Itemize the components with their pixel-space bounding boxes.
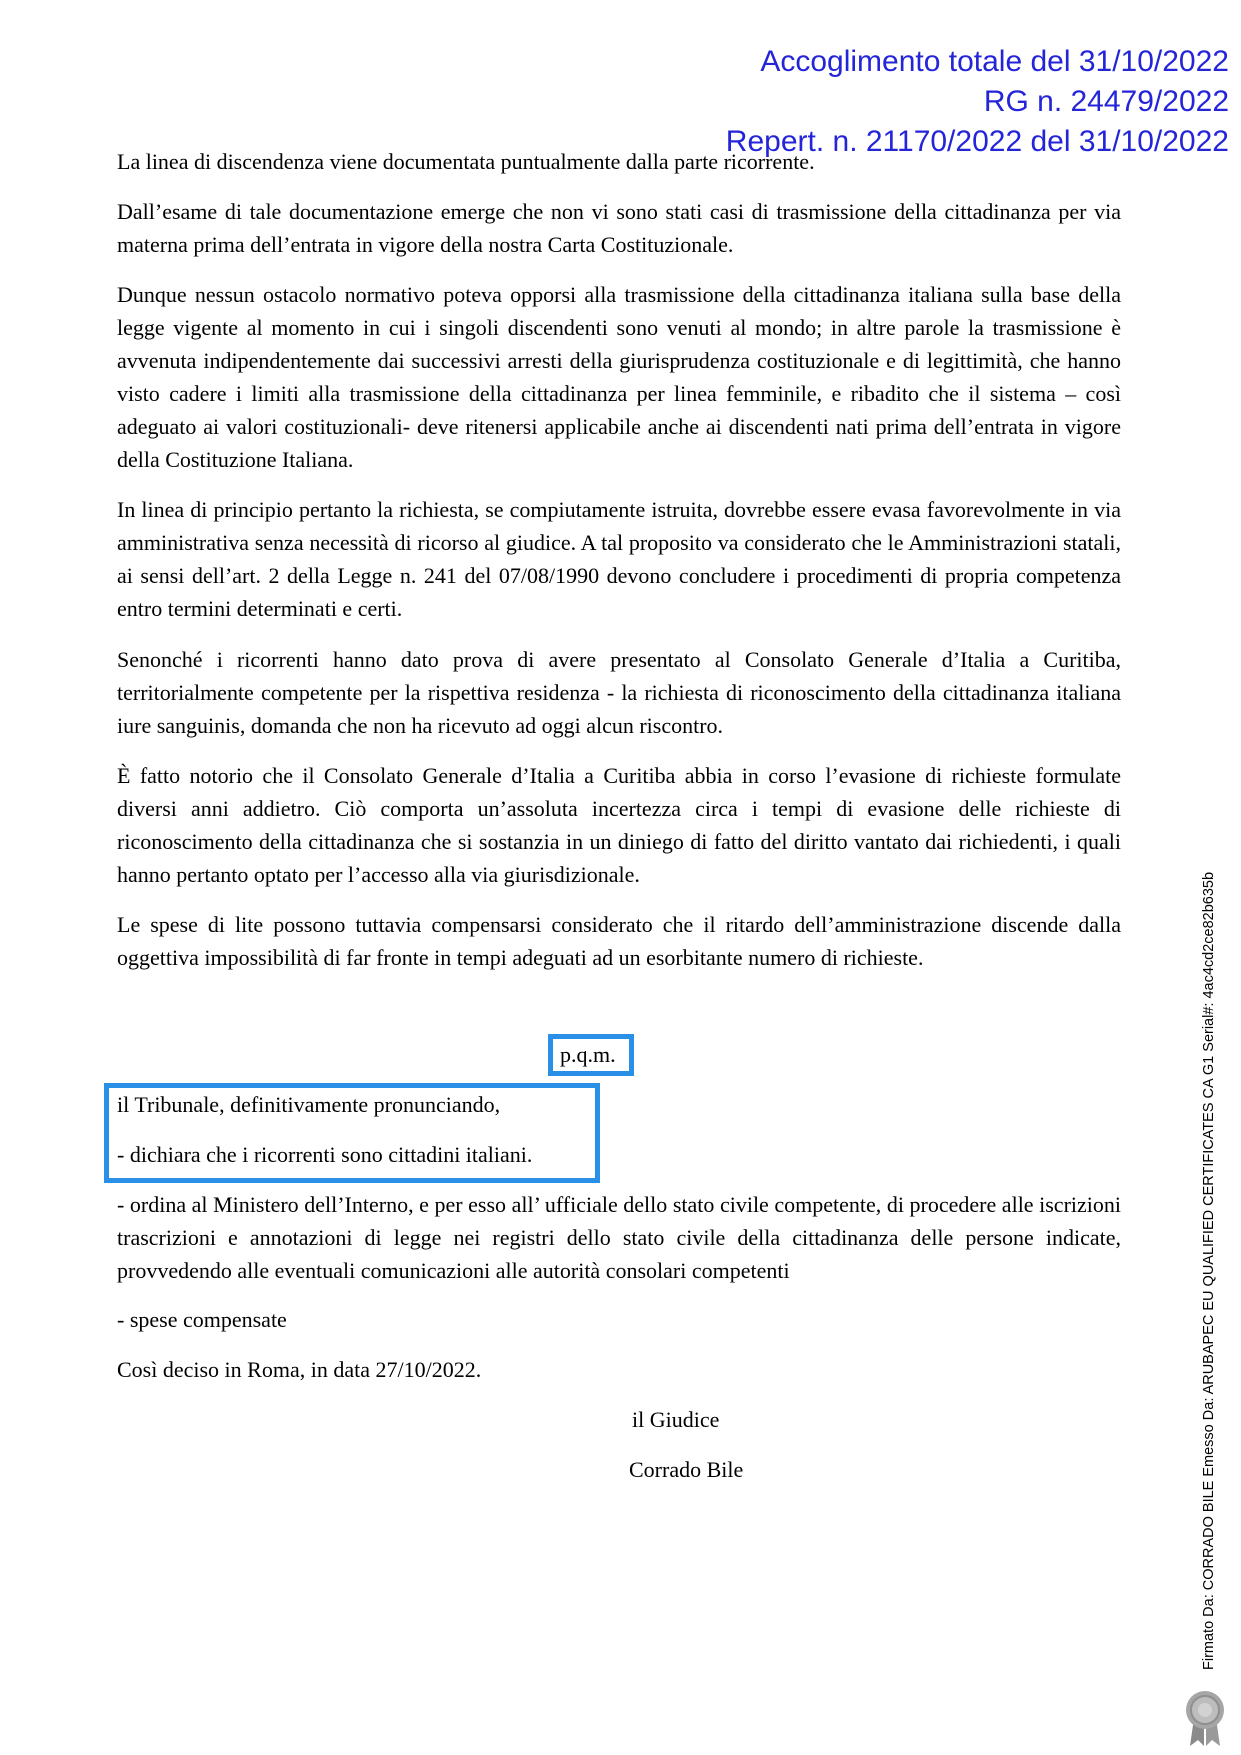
decision-citizens: - dichiara che i ricorrenti sono cittadini italiani. <box>117 1142 533 1167</box>
paragraph-consulate-request: Senonché i ricorrenti hanno dato prova di avere presentato al Consolato Generale d’Italia a Curitiba, territorialmente competente per la rispettiva residenza - la richiesta di riconoscimento della cittadinanza italiana iure sanguinis, domanda che non ha ricevuto ad oggi alcun riscontro. <box>117 647 1121 738</box>
paragraph-principle: In linea di principio pertanto la richiesta, se compiutamente istruita, dovrebbe essere evasa favorevolmente in via amministrativa senza necessità di ricorso al giudice. A tal proposito va considerato che le Amministrazioni statali, ai sensi dell’art. 2 della Legge n. 241 del 07/08/1990 devono concludere i procedimenti di propria competenza entro termini determinati e certi. <box>117 497 1121 621</box>
judge-name: Corrado Bile <box>629 1457 744 1482</box>
paragraph-consulate-delay: È fatto notorio che il Consolato Generale d’Italia a Curitiba abbia in corso l’evasione di richieste formulate diversi anni addietro. Ciò comporta un’assoluta incertezza circa i tempi di evasione delle richieste di riconoscimento della cittadinanza che si sostanzia in un diniego di fatto del diritto vantato dai richiedenti, i quali hanno pertanto optato per l’accesso alla via giurisdizionale. <box>117 763 1121 887</box>
paragraph-lineage: La linea di discendenza viene documentata puntualmente dalla parte ricorrente. <box>117 149 815 174</box>
registry-stamp <box>726 42 1229 162</box>
stamp-decision-line: Accoglimento totale del 31/10/2022 <box>760 45 1229 78</box>
paragraph-costs: Le spese di lite possono tuttavia compensarsi considerato che il ritardo dell’amministrazione discende dalla oggettiva impossibilità di far fronte in tempi adeguati ad un esorbitante numero di richieste. <box>117 912 1121 970</box>
stamp-repert-line: Repert. n. 21170/2022 del 31/10/2022 <box>725 125 1229 158</box>
decision-closing: Così deciso in Roma, in data 27/10/2022. <box>117 1357 482 1382</box>
decision-order-ministry: - ordina al Ministero dell’Interno, e per esso all’ ufficiale dello stato civile competente, di procedere alle iscrizioni trascrizioni e annotazioni di legge nei registri dello stato civile della cittadinanza delle persone indicate, provvedendo alle eventuali comunicazioni alle autorità consolari competenti <box>117 1192 1121 1283</box>
paragraph-documentation: Dall’esame di tale documentazione emerge che non vi sono stati casi di trasmissione della cittadinanza per via materna prima dell’entrata in vigore della nostra Carta Costituzionale. <box>117 199 1121 257</box>
digital-signature-text: Firmato Da: CORRADO BILE Emesso Da: ARUBAPEC EU QUALIFIED CERTIFICATES CA G1 Serial#: 4ac4cd2ce82b635b <box>1201 871 1217 1670</box>
signature-seal-icon <box>1180 1688 1230 1748</box>
decision-intro: il Tribunale, definitivamente pronunciando, <box>117 1092 501 1117</box>
stamp-rg-line: RG n. 24479/2022 <box>983 85 1229 118</box>
paragraph-no-obstacle: Dunque nessun ostacolo normativo poteva opporsi alla trasmissione della cittadinanza italiana sulla base della legge vigente al momento in cui i singoli discendenti sono venuti al mondo; in altre parole la trasmissione è avvenuta indipendentemente dai successivi arresti della giurisprudenza costituzionale e di legittimità, che hanno visto cadere i limiti alla trasmissione della cittadinanza per linea femminile, e ribadito che il sistema – così adeguato ai valori costituzionali- deve ritenersi applicabile anche ai discendenti nati prima dell’entrata in vigore della Costituzione Italiana. <box>117 282 1121 472</box>
decision-costs: - spese compensate <box>117 1307 287 1332</box>
pqm-heading: p.q.m. <box>560 1042 616 1067</box>
judge-role: il Giudice <box>632 1407 720 1432</box>
